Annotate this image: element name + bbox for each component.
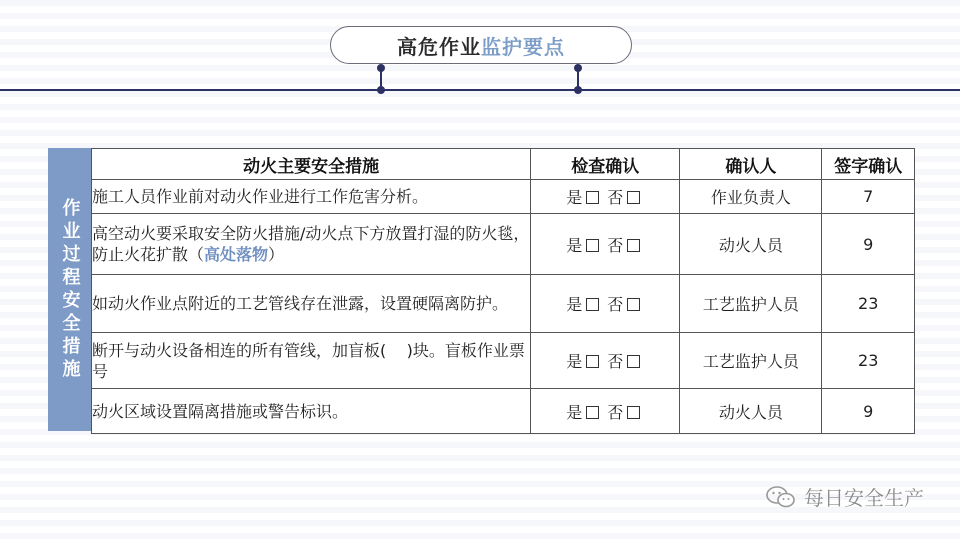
person-cell: 工艺监护人员 <box>680 275 822 333</box>
measure-cell <box>92 214 531 275</box>
watermark-text: 每日安全生产 <box>804 486 924 510</box>
table-header-row <box>92 149 915 180</box>
yes-checkbox[interactable] <box>586 191 599 204</box>
no-label: 否 <box>607 402 624 422</box>
table-row <box>92 180 915 214</box>
no-checkbox[interactable] <box>627 298 640 311</box>
check-cell <box>531 180 680 214</box>
column-header-signature: 签字确认 <box>822 149 915 180</box>
watermark <box>766 482 924 511</box>
no-checkbox[interactable] <box>627 355 640 368</box>
table-row <box>92 275 915 333</box>
table-row <box>92 333 915 389</box>
side-label: 作业过程安全措施 <box>59 197 81 382</box>
measure-text-end: ） <box>268 245 285 264</box>
yes-label: 是 <box>566 295 583 314</box>
no-checkbox[interactable] <box>627 406 640 419</box>
measure-text: 高空动火要采取安全防火措施/动火点下方放置打湿的防火毯，防止火花扩散（ <box>92 224 530 264</box>
person-cell: 作业负责人 <box>680 180 822 214</box>
no-label: 否 <box>607 352 624 371</box>
no-label: 否 <box>607 295 624 314</box>
side-label-band <box>48 148 91 431</box>
page-title <box>330 26 632 64</box>
check-cell <box>531 214 680 275</box>
check-cell <box>531 389 680 434</box>
column-header-person: 确认人 <box>680 149 822 180</box>
person-cell: 动火人员 <box>680 389 822 434</box>
check-cell <box>531 333 680 389</box>
yes-checkbox[interactable] <box>586 406 599 419</box>
no-checkbox[interactable] <box>627 191 640 204</box>
safety-measures-table <box>91 148 915 434</box>
measure-cell: 如动火作业点附近的工艺管线存在泄露，设置硬隔离防护。 <box>92 275 531 333</box>
measure-cell: 动火区域设置隔离措施或警告标识。 <box>92 389 531 434</box>
yes-label: 是 <box>566 235 583 255</box>
signature-cell: 23 <box>822 275 915 333</box>
person-cell: 动火人员 <box>680 214 822 275</box>
yes-label: 是 <box>566 352 583 371</box>
signature-cell: 23 <box>822 333 915 389</box>
table-row <box>92 214 915 275</box>
table-row <box>92 389 915 434</box>
measure-cell: 施工人员作业前对动火作业进行工作危害分析。 <box>92 180 531 214</box>
yes-checkbox[interactable] <box>586 355 599 368</box>
yes-label: 是 <box>566 402 583 422</box>
title-highlight: 监护要点 <box>481 34 565 59</box>
column-header-measures: 动火主要安全措施 <box>92 149 531 180</box>
title-prefix: 高危作业 <box>397 34 481 59</box>
yes-checkbox[interactable] <box>586 298 599 311</box>
no-label: 否 <box>607 188 624 207</box>
measure-highlight: 高处落物 <box>204 245 269 264</box>
column-header-check: 检查确认 <box>531 149 680 180</box>
signature-cell: 9 <box>822 389 915 434</box>
connector-dot <box>377 64 385 72</box>
header-divider <box>0 89 960 91</box>
person-cell: 工艺监护人员 <box>680 333 822 389</box>
signature-cell: 7 <box>822 180 915 214</box>
signature-cell: 9 <box>822 214 915 275</box>
yes-checkbox[interactable] <box>586 239 599 252</box>
measure-cell: 断开与动火设备相连的所有管线，加盲板( )块。盲板作业票号 <box>92 333 531 389</box>
wechat-icon <box>766 486 796 508</box>
no-label: 否 <box>607 235 624 255</box>
connector-dot <box>574 64 582 72</box>
yes-label: 是 <box>566 188 583 207</box>
no-checkbox[interactable] <box>627 239 640 252</box>
check-cell <box>531 275 680 333</box>
